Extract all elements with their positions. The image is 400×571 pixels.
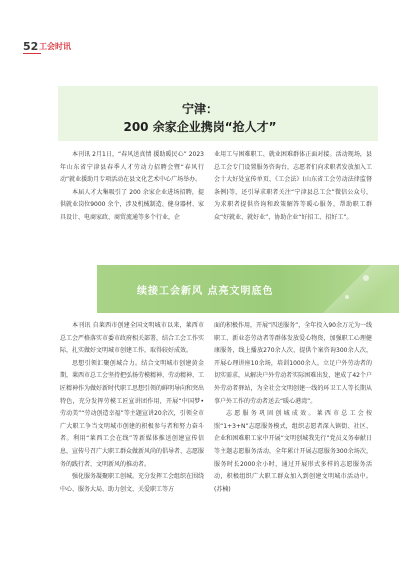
article2-column-right [214,320,372,496]
article-headline: 200 余家企业携岗“抢人才” [123,120,277,134]
article-kicker: 宁津： [181,102,218,116]
banner-dot [345,295,349,299]
section-banner [97,265,399,313]
banner-dot [363,275,369,281]
paragraph: 本刊讯 2月1日，“春风送真情 援助暖民心” 2023 年山东省宁津县春季人才劳动力招聘会暨“春风行动”就业援助月专项活动在县文化艺术中心广场举办。 [60,151,204,184]
paragraph: 思想引领汇聚创城合力。结合文明城市创建黄金期，莱西市总工会坚持把弘扬劳模精神、劳动精神、工匠精神作为做好新时代职工思想引领的鲜明导向和突出特色，充分发挥劳模工匠宣讲团作用，开展“中国梦•劳动美”“劳动创造幸福”等主题宣讲20余次，引领全市广大职工争当文明城市创建的积极参与者和努力奋斗者。利用“莱西工会在线”等新媒体推送创建宣传信息，宣传号召广大职工群众做新风尚的倡导者、志愿服务的践行者、文明新风的推动者。 [60,359,205,468]
article1-column-right [214,149,372,225]
article2-column-left [60,320,204,496]
paragraph: 业用工与困难职工、就业困难群体正面对接。活动现场，县总工会专门设置服务咨询台，志愿者们向求职者发放加入工会十大好处宣传单页、《工会法》(山东省工会劳动法律监督条例)等，还引导求职者关注“宁津县总工会”微信公众号，为求职者提供咨询和政策解答等暖心服务，帮助职工群众“好就业、就好业”，协助企业“好招工、招好工”。 [214,151,372,221]
article1-column-left [60,149,204,225]
banner-title: 续接工会新风 点亮文明底色 [137,286,274,297]
paragraph: 志愿服务巩固创城成效。莱西市总工会按照“1+3+N”志愿服务模式，组织志愿者深入镇街、社区、企业和困难职工家中开展“文明创城我先行”党员义务奉献日等主题志愿服务活动，全年累计开展志愿服务300余场次，服务时长2000余小时，通过开展形式多样的志愿服务活动，积极组织广大职工群众加入到创建文明城市活动中。(苏楠) [214,410,372,493]
header-rule [23,53,41,54]
section-brand: 工会时讯 [39,42,71,51]
paragraph: 本届人才大集吸引了 200 余家企业进场招聘，提供就业岗位9000 余个，涉及机械制造、健身器材、家具设计、电商家政、商贸流通等多个行业，企 [60,188,204,221]
banner-decoration [319,265,399,313]
paragraph: 强化服务凝聚职工创城。充分发挥工会组织在围绕中心、服务大局、助力创文、关爱职工等方 [60,473,205,493]
paragraph: 面的积极作用，开展“四送服务”，全年投入90余万元为一线职工、新业态劳动者等群体发放爱心物资，加强职工心理健康服务，线上播放270余人次，提供个案咨询300余人次，开展心理讲座10余场，培训1000余人。立足户外劳动者的切实需求，从解决户外劳动者实际困难出发，建成了42个户外劳动者驿站，为全社会文明创建一线的环卫工人等长期从事户外工作的劳动者送去“暖心港湾”。 [214,322,372,405]
paragraph: 本刊讯 自莱西市创建全国文明城市以来，莱西市总工会严格落实市委市政府相关部署，结合工会工作实际，扎实做好文明城市创建工作，取得较好成效。 [60,322,205,355]
page-number: 52 [23,40,39,53]
